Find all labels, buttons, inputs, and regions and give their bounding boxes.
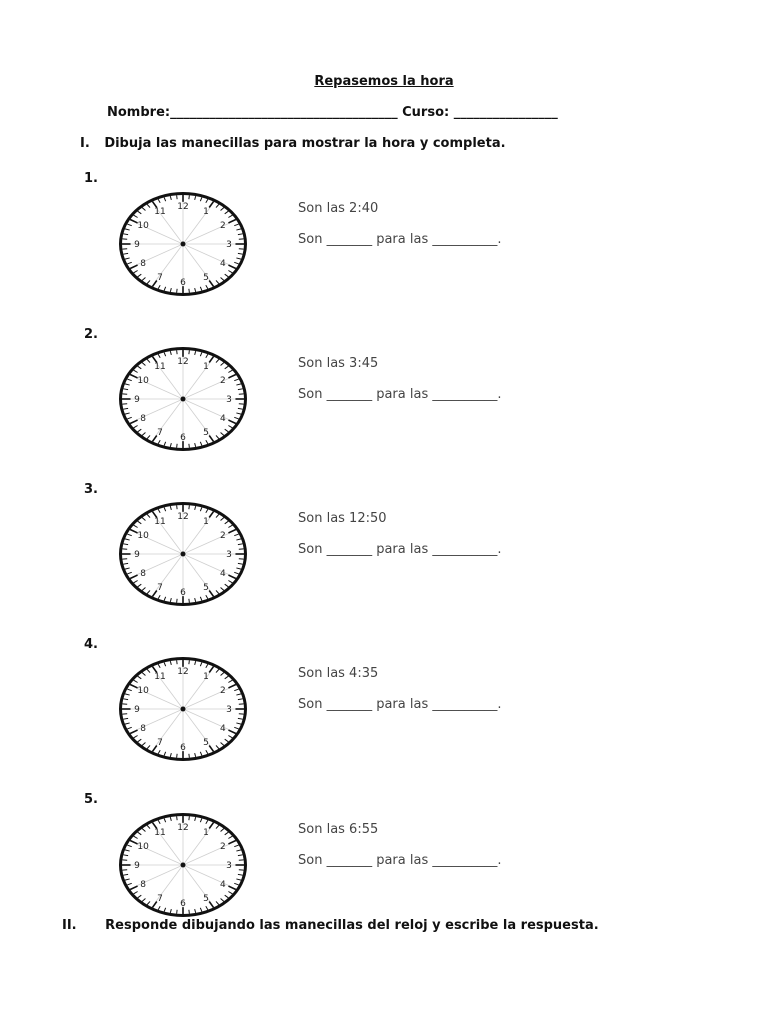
clock-number: 2 [219, 842, 226, 852]
section-2-instruction: Responde dibujando las manecillas del reloj y escribe la respuesta. [105, 918, 599, 933]
clock-number: 12 [177, 667, 189, 677]
clock-face[interactable] [116, 654, 250, 764]
clock-number: 11 [154, 207, 166, 218]
clock-number: 4 [219, 569, 226, 579]
clock-number: 2 [219, 376, 226, 386]
curso-label: Curso: [402, 105, 450, 120]
clock-number: 6 [180, 588, 186, 598]
clock-number: 8 [140, 414, 147, 424]
clock-number: 3 [226, 861, 232, 871]
clock-minute-tick [177, 505, 178, 509]
exercise-1-time-text: Son las 2:40 [298, 201, 379, 216]
clock-number: 3 [226, 705, 232, 715]
clock-minute-tick [177, 910, 178, 914]
clock-number: 7 [157, 272, 163, 283]
clock-number: 4 [219, 414, 226, 424]
clock-number: 12 [177, 202, 189, 212]
clock-number: 6 [180, 433, 186, 443]
exercise-1-clock[interactable] [116, 189, 250, 299]
clock-number: 10 [137, 531, 149, 541]
exercise-1-number: 1. [84, 171, 98, 186]
exercise-4-time-text: Son las 4:35 [298, 666, 379, 681]
clock-number: 1 [203, 517, 209, 528]
clock-number: 3 [226, 240, 232, 250]
clock-number: 7 [157, 737, 163, 748]
clock-center-dot [181, 552, 186, 557]
clock-face[interactable] [116, 344, 250, 454]
clock-minute-tick [177, 754, 178, 758]
student-info-row [107, 105, 558, 120]
clock-minute-tick [189, 289, 190, 293]
clock-number: 11 [154, 672, 166, 683]
clock-number: 7 [157, 893, 163, 904]
clock-number: 6 [180, 743, 186, 753]
clock-number: 10 [137, 221, 149, 231]
clock-minute-tick [177, 444, 178, 448]
clock-center-dot [181, 242, 186, 247]
clock-minute-tick [189, 505, 190, 509]
clock-number: 8 [140, 569, 147, 579]
clock-number: 2 [219, 221, 226, 231]
clock-number: 6 [180, 278, 186, 288]
clock-minute-tick [189, 350, 190, 354]
clock-center-dot [181, 397, 186, 402]
clock-number: 5 [203, 893, 209, 904]
clock-number: 1 [203, 207, 209, 218]
clock-number: 2 [219, 686, 226, 696]
clock-face[interactable] [116, 499, 250, 609]
clock-number: 4 [219, 880, 226, 890]
exercise-2-number: 2. [84, 327, 98, 342]
clock-minute-tick [177, 816, 178, 820]
exercise-5-answer-line[interactable]: Son _______ para las __________. [298, 853, 502, 868]
clock-number: 5 [203, 737, 209, 748]
clock-number: 5 [203, 272, 209, 283]
clock-number: 6 [180, 899, 186, 909]
clock-minute-tick [189, 195, 190, 199]
exercise-4-clock[interactable] [116, 654, 250, 764]
clock-minute-tick [189, 754, 190, 758]
clock-minute-tick [177, 660, 178, 664]
clock-number: 4 [219, 259, 226, 269]
clock-number: 11 [154, 517, 166, 528]
exercise-5-time-text: Son las 6:55 [298, 822, 379, 837]
clock-number: 2 [219, 531, 226, 541]
clock-number: 9 [134, 395, 140, 405]
clock-minute-tick [177, 599, 178, 603]
clock-center-dot [181, 863, 186, 868]
nombre-label: Nombre: [107, 105, 171, 120]
clock-minute-tick [189, 599, 190, 603]
clock-number: 9 [134, 240, 140, 250]
clock-number: 12 [177, 357, 189, 367]
clock-number: 4 [219, 724, 226, 734]
clock-number: 1 [203, 362, 209, 373]
clock-number: 3 [226, 550, 232, 560]
exercise-3-time-text: Son las 12:50 [298, 511, 387, 526]
exercise-4-answer-line[interactable]: Son _______ para las __________. [298, 697, 502, 712]
clock-minute-tick [189, 660, 190, 664]
curso-blank[interactable]: ________________ [453, 105, 558, 120]
clock-minute-tick [177, 350, 178, 354]
exercise-2-time-text: Son las 3:45 [298, 356, 379, 371]
clock-number: 3 [226, 395, 232, 405]
section-2-heading [62, 918, 599, 933]
clock-number: 11 [154, 362, 166, 373]
section-2-numeral: II. [62, 918, 77, 933]
clock-number: 5 [203, 582, 209, 593]
section-1-instruction: Dibuja las manecillas para mostrar la hora y completa. [104, 136, 506, 151]
clock-number: 1 [203, 828, 209, 839]
clock-number: 7 [157, 582, 163, 593]
nombre-blank[interactable]: ___________________________________ [170, 105, 398, 120]
exercise-3-clock[interactable] [116, 499, 250, 609]
exercise-3-number: 3. [84, 482, 98, 497]
clock-number: 8 [140, 259, 147, 269]
exercise-5-clock[interactable] [116, 810, 250, 920]
clock-number: 9 [134, 550, 140, 560]
section-1-heading [80, 136, 506, 151]
clock-number: 9 [134, 861, 140, 871]
clock-minute-tick [177, 195, 178, 199]
exercise-2-answer-line[interactable]: Son _______ para las __________. [298, 387, 502, 402]
exercise-4-number: 4. [84, 637, 98, 652]
clock-number: 7 [157, 427, 163, 438]
clock-minute-tick [189, 816, 190, 820]
clock-face[interactable] [116, 810, 250, 920]
clock-number: 10 [137, 686, 149, 696]
exercise-5-number: 5. [84, 792, 98, 807]
exercise-2-clock[interactable] [116, 344, 250, 454]
clock-number: 12 [177, 823, 189, 833]
page-title: Repasemos la hora [314, 74, 454, 89]
exercise-3-answer-line[interactable]: Son _______ para las __________. [298, 542, 502, 557]
clock-number: 10 [137, 842, 149, 852]
clock-minute-tick [189, 910, 190, 914]
clock-number: 9 [134, 705, 140, 715]
clock-minute-tick [189, 444, 190, 448]
exercise-1-answer-line[interactable]: Son _______ para las __________. [298, 232, 502, 247]
clock-number: 8 [140, 880, 147, 890]
clock-number: 5 [203, 427, 209, 438]
clock-face[interactable] [116, 189, 250, 299]
clock-minute-tick [177, 289, 178, 293]
clock-number: 11 [154, 828, 166, 839]
clock-center-dot [181, 707, 186, 712]
clock-number: 12 [177, 512, 189, 522]
clock-number: 10 [137, 376, 149, 386]
section-1-numeral: I. [80, 136, 90, 151]
clock-number: 1 [203, 672, 209, 683]
clock-number: 8 [140, 724, 147, 734]
